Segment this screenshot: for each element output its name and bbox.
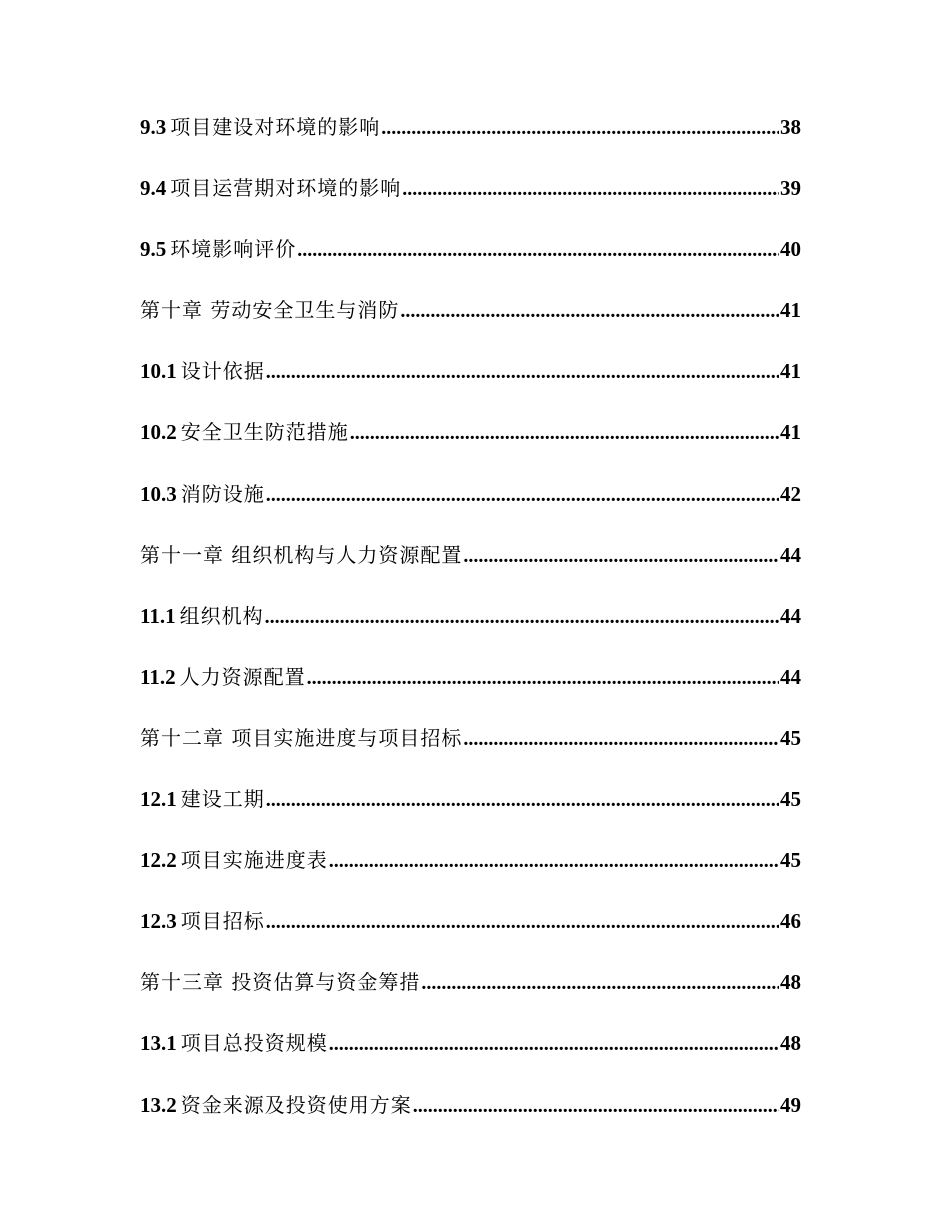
toc-page-number: 49: [780, 1092, 801, 1117]
toc-entry-title: [140, 478, 265, 510]
toc-page-number: 45: [780, 848, 801, 873]
toc-dot-leader: [266, 906, 779, 938]
toc-entry-chapter-11[interactable]: [140, 539, 801, 600]
toc-page-number: 45: [780, 725, 801, 750]
toc-entry-11-2[interactable]: [140, 661, 801, 722]
toc-entry-13-1[interactable]: [140, 1027, 801, 1088]
toc-dot-leader: [265, 601, 779, 633]
toc-entry-10-3[interactable]: [140, 478, 801, 539]
table-of-contents: [140, 111, 801, 1150]
toc-section-text: 项目实施进度表: [180, 848, 328, 873]
toc-dot-leader: [463, 540, 779, 572]
toc-dot-leader: [350, 417, 779, 449]
toc-dot-leader: [297, 234, 779, 266]
toc-dot-leader: [329, 1028, 779, 1060]
toc-entry-title: [140, 844, 328, 876]
toc-entry-9-4[interactable]: [140, 172, 801, 233]
toc-page-number: 46: [780, 909, 801, 934]
toc-section-text: 消防设施: [180, 481, 265, 506]
toc-section-text: 项目总投资规模: [180, 1031, 328, 1056]
toc-section-text: 项目建设对环境的影响: [170, 115, 381, 139]
toc-dot-leader: [266, 479, 779, 511]
toc-dot-leader: [307, 662, 779, 694]
toc-entry-title: [140, 783, 265, 815]
toc-section-text: 第十章 劳动安全卫生与消防: [140, 298, 400, 323]
toc-entry-title: [140, 1027, 328, 1059]
toc-entry-12-2[interactable]: [140, 844, 801, 905]
toc-entry-chapter-10[interactable]: [140, 294, 801, 355]
toc-entry-title: [140, 966, 420, 998]
toc-entry-title: [140, 416, 349, 448]
toc-entry-10-1[interactable]: [140, 355, 801, 416]
toc-entry-title: [140, 172, 401, 204]
toc-dot-leader: [381, 112, 779, 144]
toc-section-number: 12.1: [140, 787, 177, 812]
toc-entry-12-3[interactable]: [140, 905, 801, 966]
toc-section-text: 设计依据: [180, 359, 265, 384]
toc-entry-title: [140, 539, 462, 571]
toc-dot-leader: [413, 1090, 779, 1122]
toc-entry-title: [140, 1089, 412, 1121]
toc-section-text: 环境影响评价: [170, 237, 297, 262]
toc-section-text: 第十一章 组织机构与人力资源配置: [140, 542, 463, 567]
toc-section-number: 10.1: [140, 359, 177, 384]
toc-dot-leader: [421, 967, 779, 999]
toc-entry-10-2[interactable]: [140, 416, 801, 477]
toc-section-text: 项目运营期对环境的影响: [170, 176, 402, 201]
toc-section-number: 13.2: [140, 1092, 177, 1117]
toc-section-number: 11.2: [140, 664, 176, 689]
toc-dot-leader: [463, 723, 779, 755]
toc-entry-9-5[interactable]: [140, 233, 801, 294]
toc-dot-leader: [266, 356, 779, 388]
toc-section-number: 9.5: [140, 237, 167, 262]
toc-entry-title: [140, 905, 265, 937]
toc-dot-leader: [329, 845, 779, 877]
toc-page-number: 41: [780, 298, 801, 323]
toc-entry-title: [140, 233, 296, 265]
toc-page-number: 41: [780, 359, 801, 384]
toc-section-number: 12.3: [140, 909, 177, 934]
toc-page-number: 44: [780, 664, 801, 689]
toc-entry-9-3[interactable]: [140, 111, 801, 172]
toc-section-text: 第十三章 投资估算与资金筹措: [140, 970, 421, 995]
toc-page-number: 40: [780, 237, 801, 262]
toc-section-text: 建设工期: [180, 787, 265, 812]
toc-section-text: 人力资源配置: [179, 664, 306, 689]
toc-section-number: 11.1: [140, 603, 176, 628]
toc-section-number: 10.2: [140, 420, 177, 445]
toc-section-number: 13.1: [140, 1031, 177, 1056]
toc-entry-12-1[interactable]: [140, 783, 801, 844]
toc-entry-11-1[interactable]: [140, 600, 801, 661]
toc-entry-title: [140, 722, 462, 754]
toc-section-text: 第十二章 项目实施进度与项目招标: [140, 725, 463, 750]
toc-entry-chapter-13[interactable]: [140, 966, 801, 1027]
toc-section-text: 项目招标: [180, 909, 265, 934]
toc-entry-title: [140, 355, 265, 387]
toc-section-text: 组织机构: [179, 603, 264, 628]
toc-entry-title: [140, 111, 380, 143]
toc-page-number: 45: [780, 787, 801, 812]
toc-section-number: 12.2: [140, 848, 177, 873]
toc-dot-leader: [266, 784, 779, 816]
toc-section-text: 安全卫生防范措施: [180, 420, 349, 445]
toc-entry-title: [140, 294, 399, 326]
toc-section-number: 10.3: [140, 481, 177, 506]
toc-page-number: 39: [780, 176, 801, 201]
toc-entry-title: [140, 661, 306, 693]
toc-page-number: 48: [780, 970, 801, 995]
toc-section-number: 9.3: [140, 115, 167, 139]
toc-page-number: 38: [780, 115, 801, 139]
toc-page-number: 41: [780, 420, 801, 445]
toc-page-number: 42: [780, 481, 801, 506]
toc-entry-chapter-12[interactable]: [140, 722, 801, 783]
toc-page-number: 48: [780, 1031, 801, 1056]
toc-section-text: 资金来源及投资使用方案: [180, 1092, 412, 1117]
toc-page-number: 44: [780, 542, 801, 567]
toc-page-number: 44: [780, 603, 801, 628]
toc-dot-leader: [400, 295, 779, 327]
toc-entry-13-2[interactable]: [140, 1089, 801, 1150]
toc-section-number: 9.4: [140, 176, 167, 201]
toc-entry-title: [140, 600, 264, 632]
toc-dot-leader: [402, 173, 779, 205]
